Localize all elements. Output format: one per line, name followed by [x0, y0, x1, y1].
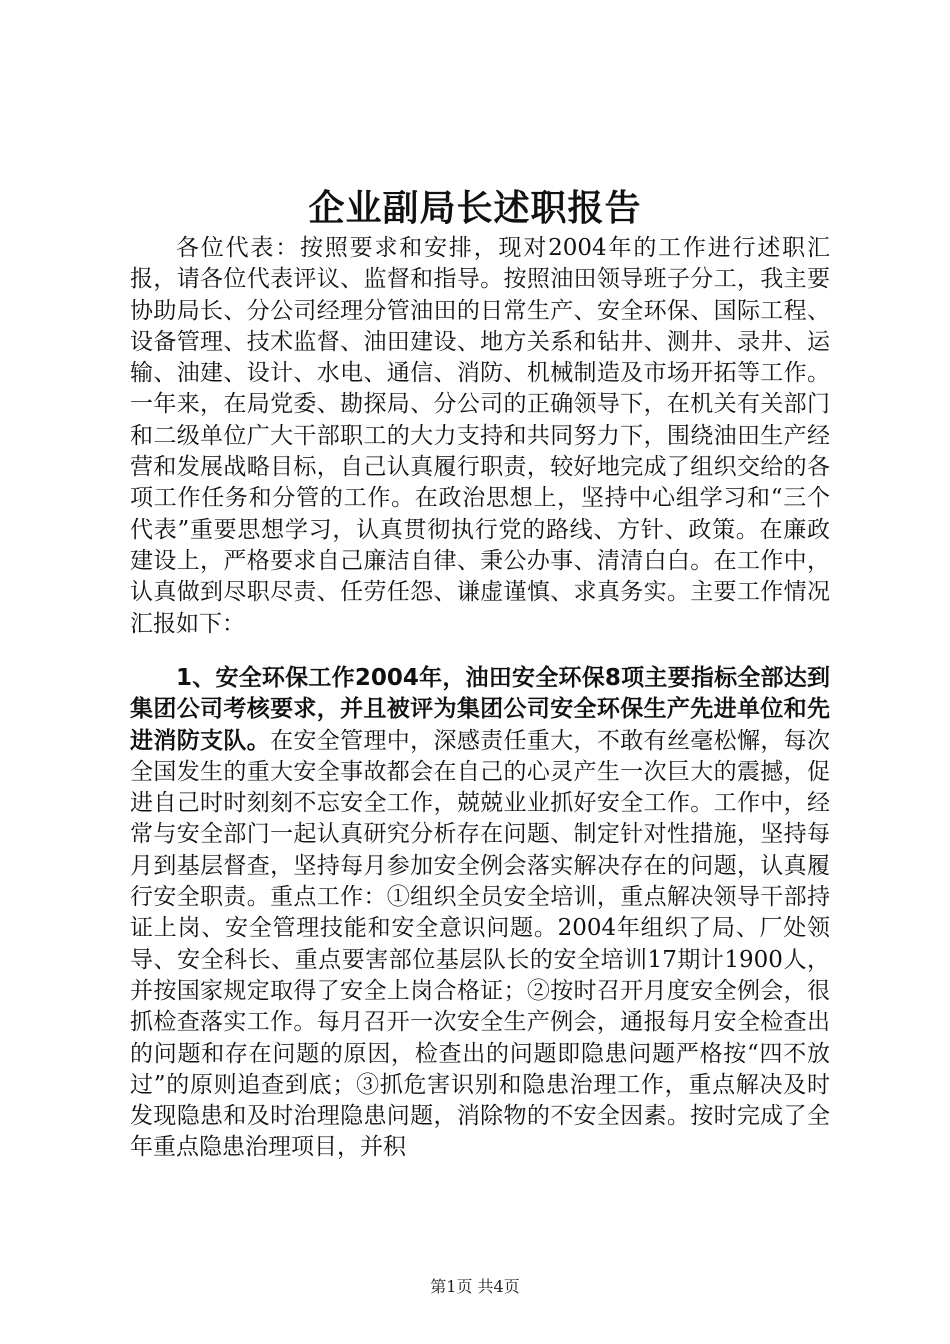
intro-paragraph [130, 233, 830, 661]
intro-paragraph-text: 各位代表：按照要求和安排，现对2004年的工作进行述职汇报，请各位代表评议、监督和指导。按照油田领导班子分工，我主要协助局长、分公司经理分管油田的日常生产、安全环保、国际工程、设备管理、技术监督、油田建设、地方关系和钻井、测井、录井、运输、油建、设计、水电、通信、消防、机械制造及市场开拓等工作。一年来，在局党委、勘探局、分公司的正确领导下，在机关有关部门和二级单位广大干部职工的大力支持和共同努力下，围绕油田生产经营和发展战略目标，自己认真履行职责，较好地完成了组织交给的各项工作任务和分管的工作。在政治思想上，坚持中心组学习和“三个代表”重要思想学习，认真贯彻执行党的路线、方针、政策。在廉政建设上，严格要求自己廉洁自律、秉公办事、清清白白。在工作中，认真做到尽职尽责、任劳任怨、谦虚谨慎、求真务实。主要工作情况汇报如下： [130, 235, 830, 637]
safety-section-heading: 1、安全环保工作2004年，油田安全环保8项主要指标全部达到集团公司考核要求，并且被评为集团公司安全环保生产先进单位和先进消防支队。 [130, 665, 830, 754]
safety-section-text: 在安全管理中，深感责任重大，不敢有丝毫松懈，每次全国发生的重大安全事故都会在自己的心灵产生一次巨大的震撼，促进自己时时刻刻不忘安全工作，兢兢业业抓好安全工作。工作中，经常与安全部门一起认真研究分析存在问题、制定针对性措施，坚持每月到基层督查，坚持每月参加安全例会落实解决存在的问题，认真履行安全职责。重点工作：①组织全员安全培训，重点解决领导干部持证上岗、安全管理技能和安全意识问题。2004年组织了局、厂处领导、安全科长、重点要害部位基层队长的安全培训17期计1900人，并按国家规定取得了安全上岗合格证；②按时召开月度安全例会，很抓检查落实工作。每月召开一次安全生产例会，通报每月安全检查出的问题和存在问题的原因，检查出的问题即隐患问题严格按“四不放过”的原则追查到底；③抓危害识别和隐患治理工作，重点解决及时发现隐患和及时治理隐患问题，消除物的不安全因素。按时完成了全年重点隐患治理项目，并积 [130, 727, 830, 1161]
page-number-footer: 第1页 共4页 [430, 1277, 520, 1296]
safety-section-paragraph [130, 663, 830, 1193]
document-title: 企业副局长述职报告 [308, 187, 642, 229]
